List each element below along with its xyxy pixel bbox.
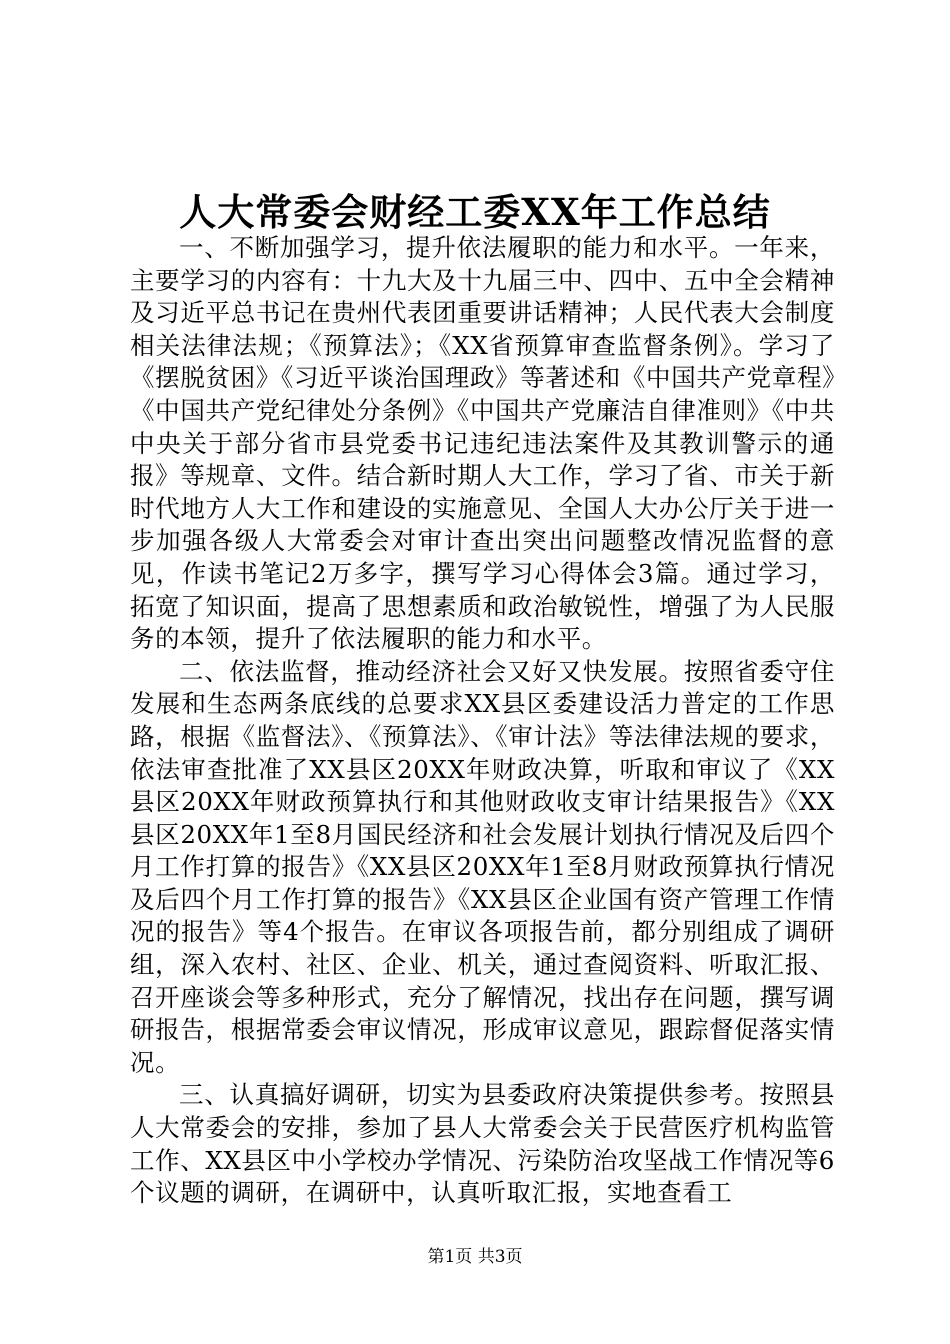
page-number-footer: 第1页 共3页 <box>427 1247 523 1267</box>
paragraph-research: 三、认真搞好调研，切实为县委政府决策提供参考。按照县人大常委会的安排，参加了县人大常委会关于民营医疗机构监管工作、XX县区中小学校办学情况、污染防治攻坚战工作情况等6个议题的调研，在调研中，认真听取汇报，实地查看工 <box>130 1080 835 1208</box>
document-title: 人大常委会财经工委XX年工作总结 <box>179 190 771 234</box>
paragraph-supervision: 二、依法监督，推动经济社会又好又快发展。按照省委守住发展和生态两条底线的总要求XX县区委建设活力普定的工作思路，根据《监督法》、《预算法》、《审计法》等法律法规的要求，依法审查批准了XX县区20XX年财政决算，听取和审议了《XX县区20XX年财政预算执行和其他财政收支审计结果报告》《XX县区20XX年1至8月国民经济和社会发展计划执行情况及后四个月工作打算的报告》《XX县区20XX年1至8月财政预算执行情况及后四个月工作打算的报告》《XX县区企业国有资产管理工作情况的报告》等4个报告。在审议各项报告前，都分别组成了调研组，深入农村、社区、企业、机关，通过查阅资料、听取汇报、召开座谈会等多种形式，充分了解情况，找出存在问题，撰写调研报告，根据常委会审议情况，形成审议意见，跟踪督促落实情况。 <box>130 656 835 1077</box>
document-body <box>130 232 835 1210</box>
paragraph-study: 一、不断加强学习，提升依法履职的能力和水平。一年来，主要学习的内容有：十九大及十九届三中、四中、五中全会精神及习近平总书记在贵州代表团重要讲话精神；人民代表大会制度相关法律法规；《预算法》；《XX省预算审查监督条例》。学习了《摆脱贫困》《习近平谈治国理政》等著述和《中国共产党章程》《中国共产党纪律处分条例》《中国共产党廉洁自律准则》《中共中央关于部分省市县党委书记违纪违法案件及其教训警示的通报》等规章、文件。结合新时期人大工作，学习了省、市关于新时代地方人大工作和建设的实施意见、全国人大办公厅关于进一步加强各级人大常委会对审计查出突出问题整改情况监督的意见，作读书笔记2万多字，撰写学习心得体会3篇。通过学习，拓宽了知识面，提高了思想素质和政治敏锐性，增强了为人民服务的本领，提升了依法履职的能力和水平。 <box>130 233 835 654</box>
